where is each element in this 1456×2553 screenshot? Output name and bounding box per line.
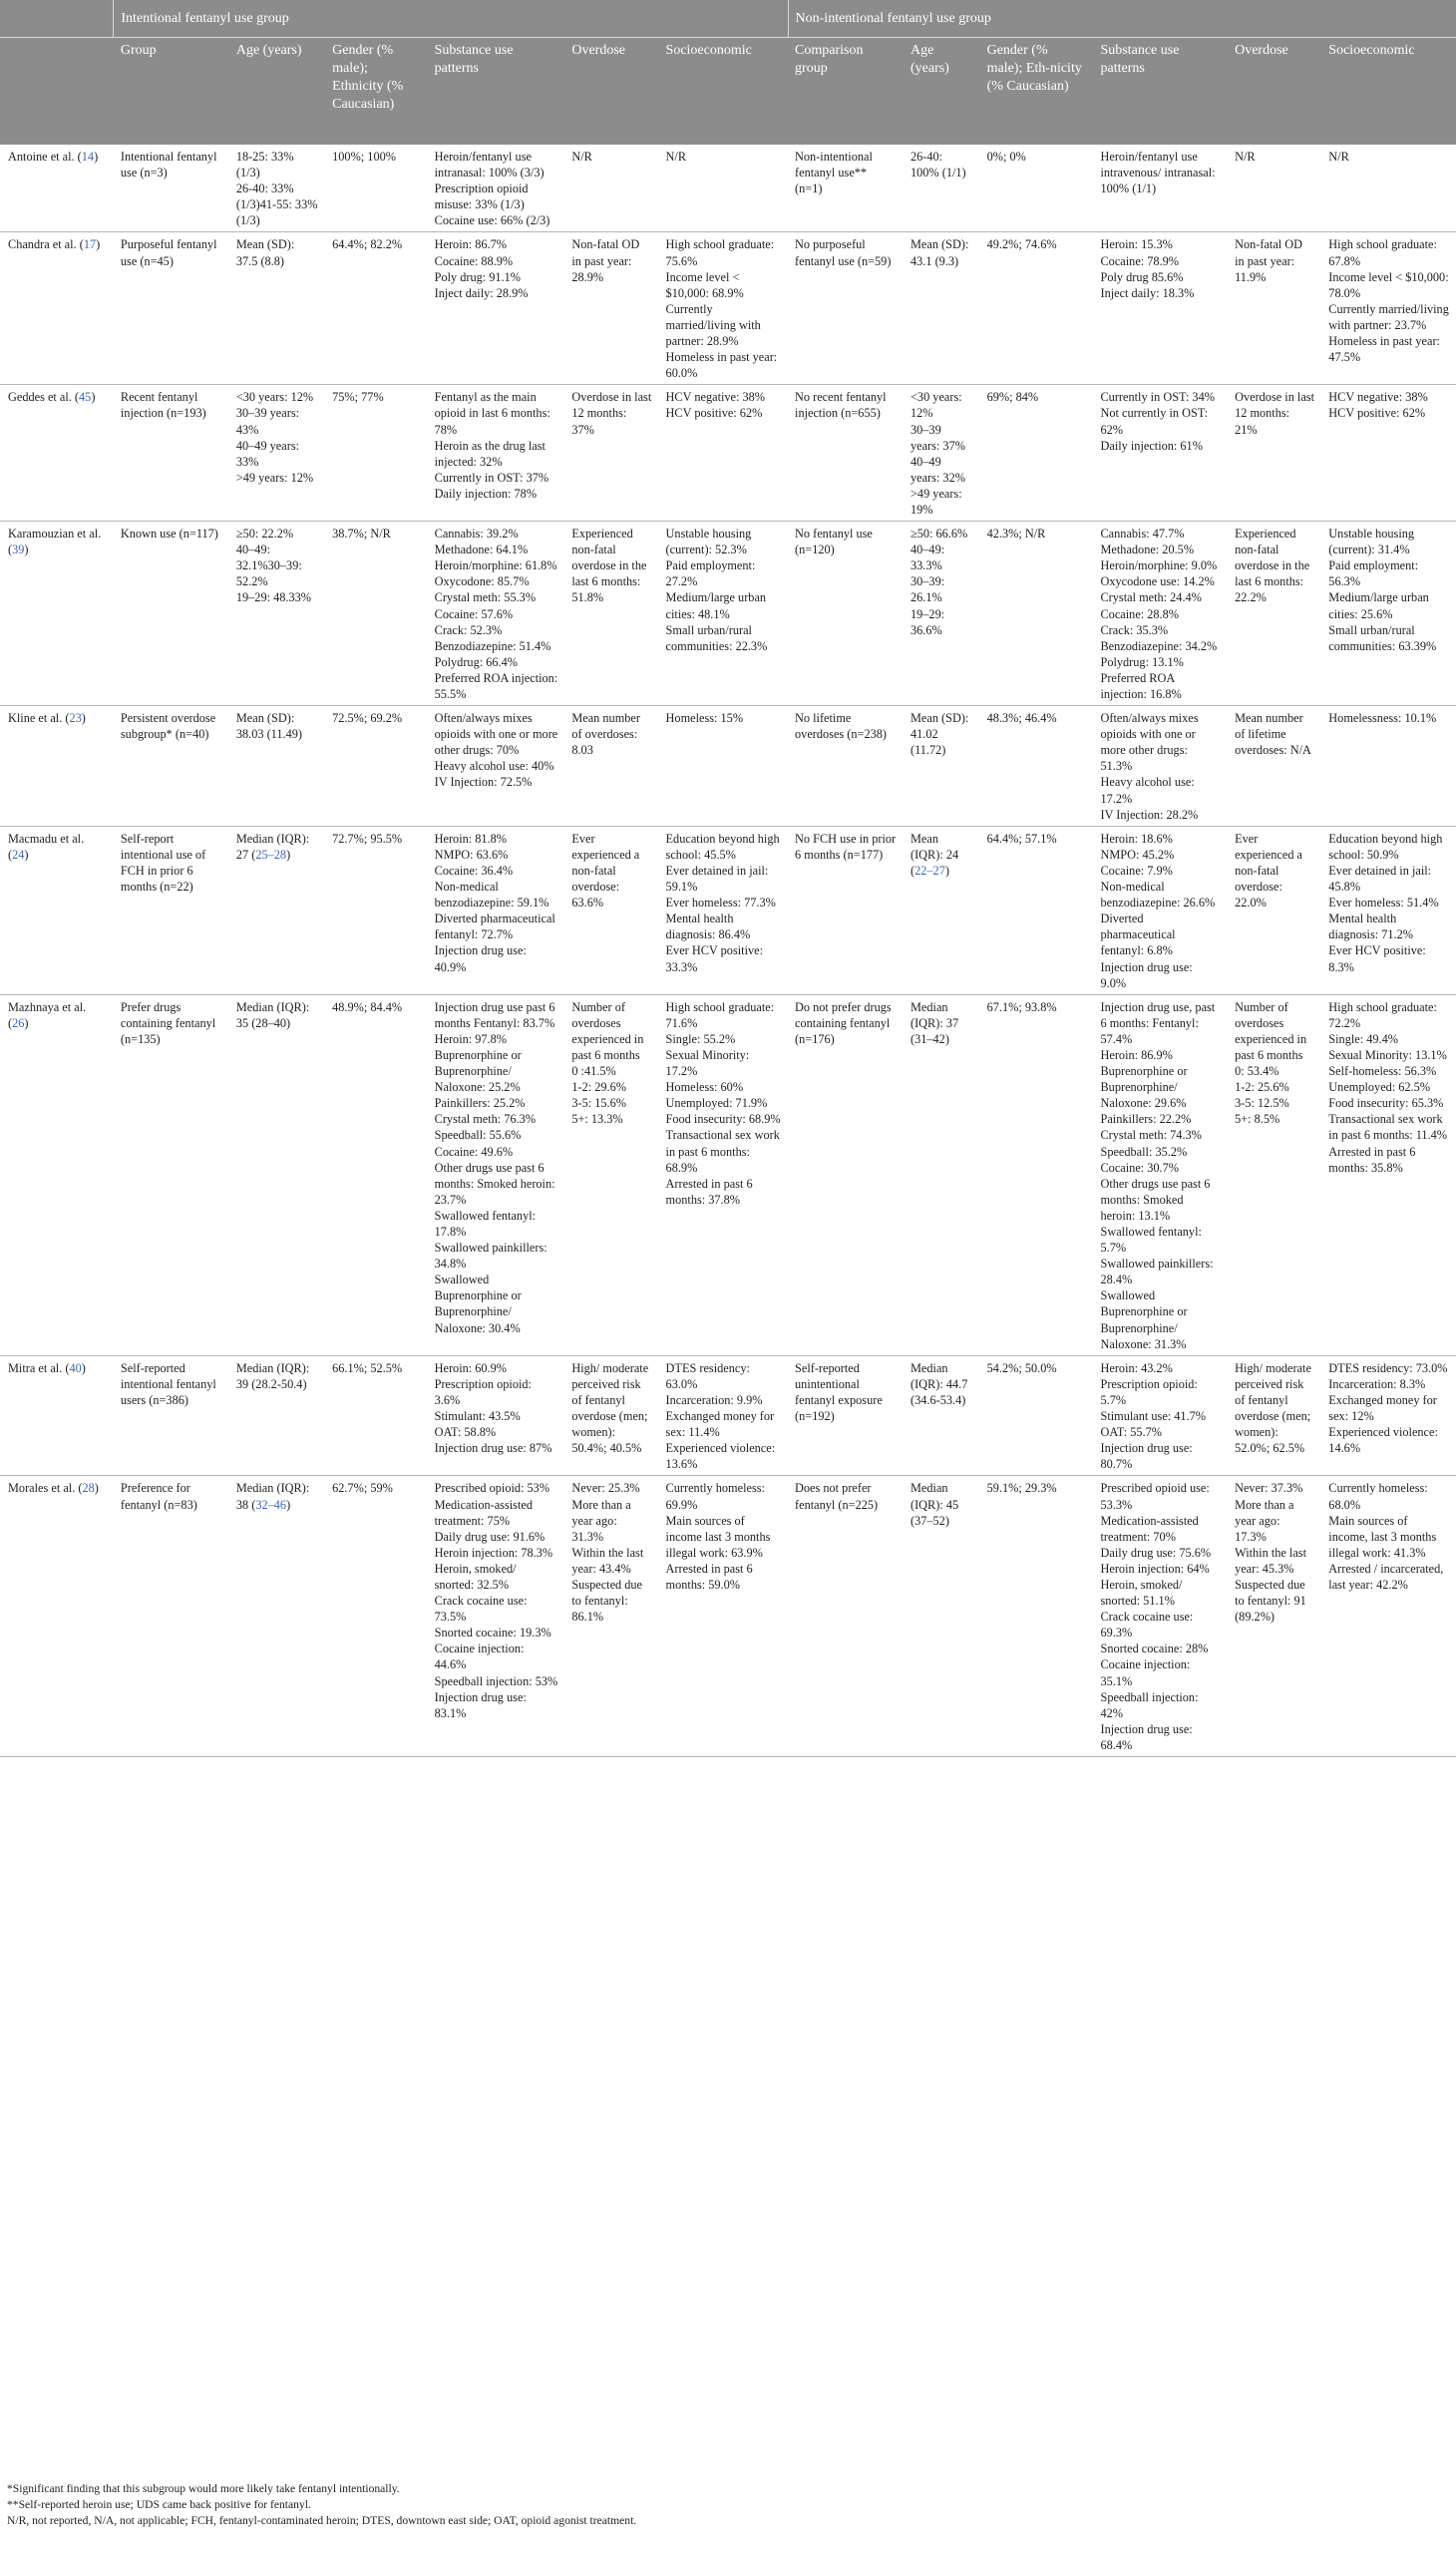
table-cell: <30 years: 12% 30–39 years: 43% 40–49 years: 33% >49 years: 12% <box>229 385 325 522</box>
table-cell: Cannabis: 47.7% Methadone: 20.5% Heroin/morphine: 9.0% Oxycodone use: 14.2% Crystal meth: 24.4% Cocaine: 28.8% Crack: 35.3% Benzodiazepine: 34.2% Polydrug: 13.1% Preferred ROA injection: 16.8% <box>1093 522 1228 706</box>
table-cell: 100%; 100% <box>325 145 428 232</box>
table-cell: Mean (SD): 43.1 (9.3) <box>904 232 980 385</box>
study-reference <box>0 706 114 827</box>
table-cell: Mean (IQR): 24 (22–27) <box>904 826 980 994</box>
table-cell: Median (IQR): 37 (31–42) <box>904 994 980 1355</box>
table-row <box>0 826 1456 994</box>
study-author: Macmadu et al. ( <box>8 831 85 862</box>
table-cell: Homeless: 15% <box>659 706 788 827</box>
reference-link[interactable]: 24 <box>12 847 25 862</box>
table-cell: Purposeful fentanyl use (n=45) <box>114 232 229 385</box>
table-cell: 26-40: 100% (1/1) <box>904 145 980 232</box>
table-footnotes <box>7 2481 636 2529</box>
table-cell: HCV negative: 38% HCV positive: 62% <box>1321 385 1456 522</box>
reference-link[interactable]: 23 <box>69 711 82 726</box>
reference-close: ) <box>94 150 99 164</box>
table-cell: 48.9%; 84.4% <box>325 994 428 1355</box>
blank-header-cell <box>0 0 114 38</box>
table-cell: Heroin: 43.2% Prescription opioid: 5.7% Stimulant use: 41.7% OAT: 55.7% Injection drug use: 80.7% <box>1093 1355 1228 1476</box>
table-cell: Median (IQR): 39 (28.2-50.4) <box>229 1355 325 1476</box>
reference-link[interactable]: 25–28 <box>255 847 287 862</box>
table-cell: 67.1%; 93.8% <box>980 994 1094 1355</box>
study-author: Geddes et al. ( <box>8 390 80 405</box>
table-cell: Currently homeless: 69.9% Main sources of income last 3 months illegal work: 63.9% Arrested in past 6 months: 59.0% <box>659 1476 788 1757</box>
table-cell: 0%; 0% <box>980 145 1094 232</box>
table-cell: No recent fentanyl injection (n=655) <box>788 385 904 522</box>
blank-header-cell <box>0 38 114 146</box>
study-author: Kline et al. ( <box>8 711 70 726</box>
table-cell: Number of overdoses experienced in past 6 months 0: 53.4% 1-2: 25.6% 3-5: 12.5% 5+: 8.5% <box>1228 994 1321 1355</box>
table-cell: DTES residency: 73.0% Incarceration: 8.3% Exchanged money for sex: 12% Experienced violence: 14.6% <box>1321 1355 1456 1476</box>
study-reference <box>0 826 114 994</box>
table-cell: ≥50: 22.2% 40–49: 32.1%30–39: 52.2% 19–29: 48.33% <box>229 522 325 706</box>
column-header: Substance use patterns <box>428 38 565 146</box>
reference-close: ) <box>94 1481 99 1496</box>
study-author: Chandra et al. ( <box>8 237 84 252</box>
table-cell: Injection drug use, past 6 months: Fentanyl: 57.4% Heroin: 86.9% Buprenorphine or Buprenorphine/ Naloxone: 29.6% Painkillers: 22.2% Crystal meth: 74.3% Speedball: 35.2% Cocaine: 30.7% Other drugs use past 6 months: Smoked heroin: 13.1% Swallowed fentanyl: 5.7% Swallowed painkillers: 28.4% Swallowed Buprenorphine or Buprenorphine/ Naloxone: 31.3% <box>1093 994 1228 1355</box>
column-header-row <box>0 38 1456 146</box>
reference-close: ) <box>24 847 29 862</box>
column-header: Substance use patterns <box>1093 38 1228 146</box>
table-cell: ≥50: 66.6% 40–49: 33.3% 30–39: 26.1% 19–29: 36.6% <box>904 522 980 706</box>
table-cell: Never: 25.3% More than a year ago: 31.3% Within the last year: 43.4% Suspected due to fentanyl: 86.1% <box>564 1476 658 1757</box>
column-header: Comparison group <box>788 38 904 146</box>
table-row <box>0 1355 1456 1476</box>
table-cell: Mean number of lifetime overdoses: N/A <box>1228 706 1321 827</box>
table-cell: 62.7%; 59% <box>325 1476 428 1757</box>
table-cell: Self-reported intentional fentanyl users (n=386) <box>114 1355 229 1476</box>
study-reference <box>0 385 114 522</box>
table-cell: Recent fentanyl injection (n=193) <box>114 385 229 522</box>
table-cell: High school graduate: 71.6% Single: 55.2% Sexual Minority: 17.2% Homeless: 60% Unemployed: 71.9% Food insecurity: 68.9% Transactional sex work in past 6 months: 68.9% Arrested in past 6 months: 37.8% <box>659 994 788 1355</box>
study-reference <box>0 1476 114 1757</box>
table-cell: Preference for fentanyl (n=83) <box>114 1476 229 1757</box>
study-author: Karamouzian et al. ( <box>8 527 102 557</box>
table-body <box>0 145 1456 1757</box>
table-cell: 49.2%; 74.6% <box>980 232 1094 385</box>
table-cell: Often/always mixes opioids with one or more other drugs: 51.3% Heavy alcohol use: 17.2% IV Injection: 28.2% <box>1093 706 1228 827</box>
table-cell: Heroin/fentanyl use intravenous/ intranasal: 100% (1/1) <box>1093 145 1228 232</box>
table-cell: Median (IQR): 35 (28–40) <box>229 994 325 1355</box>
column-header: Socioeconomic <box>1321 38 1456 146</box>
table-cell: 42.3%; N/R <box>980 522 1094 706</box>
reference-link[interactable]: 14 <box>81 150 95 164</box>
table-cell: Heroin: 81.8% NMPO: 63.6% Cocaine: 36.4% Non-medical benzodiazepine: 59.1% Diverted pharmaceutical fentanyl: 72.7% Injection drug use: 40.9% <box>428 826 565 994</box>
table-cell: Heroin: 60.9% Prescription opioid: 3.6% Stimulant: 43.5% OAT: 58.8% Injection drug use: 87% <box>428 1355 565 1476</box>
column-header: Socioeconomic <box>659 38 788 146</box>
study-author: Mitra et al. ( <box>8 1360 70 1375</box>
table-cell: Currently homeless: 68.0% Main sources of income, last 3 months illegal work: 41.3% Arrested / incarcerated, last year: 42.2% <box>1321 1476 1456 1757</box>
group-header-row <box>0 0 1456 38</box>
table-cell: Heroin: 15.3% Cocaine: 78.9% Poly drug 85.6% Inject daily: 18.3% <box>1093 232 1228 385</box>
table-cell: High school graduate: 67.8% Income level < $10,000: 78.0% Currently married/living with partner: 23.7% Homeless in past year: 47.5% <box>1321 232 1456 385</box>
table-cell: Heroin: 18.6% NMPO: 45.2% Cocaine: 7.9% Non-medical benzodiazepine: 26.6% Diverted pharmaceutical fentanyl: 6.8% Injection drug use: 9.0% <box>1093 826 1228 994</box>
table-cell: Fentanyl as the main opioid in last 6 months: 78% Heroin as the drug last injected: 32% Currently in OST: 37% Daily injection: 78% <box>428 385 565 522</box>
column-header: Age (years) <box>229 38 325 146</box>
table-cell: Homelessness: 10.1% <box>1321 706 1456 827</box>
table-cell: Mean number of overdoses: 8.03 <box>564 706 658 827</box>
study-reference <box>0 232 114 385</box>
table-cell: Persistent overdose subgroup* (n=40) <box>114 706 229 827</box>
table-cell: Heroin: 86.7% Cocaine: 88.9% Poly drug: 91.1% Inject daily: 28.9% <box>428 232 565 385</box>
table-row <box>0 232 1456 385</box>
table-cell: Overdose in last 12 months: 21% <box>1228 385 1321 522</box>
footnote: **Self-reported heroin use; UDS came back positive for fentanyl. <box>7 2498 311 2511</box>
reference-link[interactable]: 17 <box>83 237 97 252</box>
table-cell: Intentional fentanyl use (n=3) <box>114 145 229 232</box>
table-row <box>0 145 1456 232</box>
table-cell: Self-report intentional use of FCH in prior 6 months (n=22) <box>114 826 229 994</box>
table-cell: Self-reported unintentional fentanyl exposure (n=192) <box>788 1355 904 1476</box>
reference-link[interactable]: 40 <box>69 1360 82 1375</box>
study-reference <box>0 994 114 1355</box>
table-cell: Unstable housing (current): 52.3% Paid employment: 27.2% Medium/large urban cities: 48.1% Small urban/rural communities: 22.3% <box>659 522 788 706</box>
column-header: Overdose <box>1228 38 1321 146</box>
table-cell: Heroin/fentanyl use intranasal: 100% (3/3) Prescription opioid misuse: 33% (1/3) Cocaine use: 66% (2/3) <box>428 145 565 232</box>
non-intentional-group-header: Non-intentional fentanyl use group <box>788 0 1456 38</box>
table-cell: Prescribed opioid: 53% Medication-assisted treatment: 75% Daily drug use: 91.6% Heroin injection: 78.3% Heroin, smoked/ snorted: 32.5% Crack cocaine use: 73.5% Snorted cocaine: 19.3% Cocaine injection: 44.6% Speedball injection: 53% Injection drug use: 83.1% <box>428 1476 565 1757</box>
column-header: Group <box>114 38 229 146</box>
table-cell: No FCH use in prior 6 months (n=177) <box>788 826 904 994</box>
table-cell: Median (IQR): 45 (37–52) <box>904 1476 980 1757</box>
table-cell: Prescribed opioid use: 53.3% Medication-assisted treatment: 70% Daily drug use: 75.6% Heroin injection: 64% Heroin, smoked/ snorted: 51.1% Crack cocaine use: 69.3% Snorted cocaine: 28% Cocaine injection: 35.1% Speedball injection: 42% Injection drug use: 68.4% <box>1093 1476 1228 1757</box>
table-row <box>0 1476 1456 1757</box>
table-cell: 72.7%; 95.5% <box>325 826 428 994</box>
table-cell: No fentanyl use (n=120) <box>788 522 904 706</box>
column-header: Gender (% male); Eth-nicity (% Caucasian) <box>980 38 1094 146</box>
table-cell: Experienced non-fatal overdose in the last 6 months: 22.2% <box>1228 522 1321 706</box>
table-cell: Known use (n=117) <box>114 522 229 706</box>
table-cell: 64.4%; 82.2% <box>325 232 428 385</box>
study-reference <box>0 522 114 706</box>
table-cell: N/R <box>564 145 658 232</box>
table-cell: Education beyond high school: 45.5% Ever detained in jail: 59.1% Ever homeless: 77.3% Mental health diagnosis: 86.4% Ever HCV positive: 33.3% <box>659 826 788 994</box>
table-cell: Cannabis: 39.2% Methadone: 64.1% Heroin/morphine: 61.8% Oxycodone: 85.7% Crystal meth: 55.3% Cocaine: 57.6% Crack: 52.3% Benzodiazepine: 51.4% Polydrug: 66.4% Preferred ROA injection: 55.5% <box>428 522 565 706</box>
table-cell: High school graduate: 75.6% Income level < $10,000: 68.9% Currently married/living with partner: 28.9% Homeless in past year: 60.0% <box>659 232 788 385</box>
reference-link[interactable]: 28 <box>82 1481 95 1496</box>
table-cell: Median (IQR): 44.7 (34.6-53.4) <box>904 1355 980 1476</box>
table-cell: Median (IQR): 27 (25–28) <box>229 826 325 994</box>
table-cell: Prefer drugs containing fentanyl (n=135) <box>114 994 229 1355</box>
table-row <box>0 706 1456 827</box>
table-cell: Unstable housing (current): 31.4% Paid employment: 56.3% Medium/large urban cities: 25.6% Small urban/rural communities: 63.39% <box>1321 522 1456 706</box>
reference-link[interactable]: 26 <box>12 1015 25 1030</box>
table-cell: Injection drug use past 6 months Fentanyl: 83.7% Heroin: 97.8% Buprenorphine or Buprenorphine/ Naloxone: 25.2% Painkillers: 25.2% Crystal meth: 76.3% Speedball: 55.6% Cocaine: 49.6% Other drugs use past 6 months: Smoked heroin: 23.7% Swallowed fentanyl: 17.8% Swallowed painkillers: 34.8% Swallowed Buprenorphine or Buprenorphine/ Naloxone: 30.4% <box>428 994 565 1355</box>
reference-link[interactable]: 45 <box>79 390 92 405</box>
table-cell: N/R <box>1321 145 1456 232</box>
table-cell: Mean (SD): 41.02 (11.72) <box>904 706 980 827</box>
study-author: Mazhnaya et al. ( <box>8 999 87 1030</box>
table-cell: 38.7%; N/R <box>325 522 428 706</box>
table-cell: High/ moderate perceived risk of fentanyl overdose (men; women): 52.0%; 62.5% <box>1228 1355 1321 1476</box>
table-cell: N/R <box>659 145 788 232</box>
table-cell: 72.5%; 69.2% <box>325 706 428 827</box>
table-cell: 54.2%; 50.0% <box>980 1355 1094 1476</box>
table-cell: Mean (SD): 38.03 (11.49) <box>229 706 325 827</box>
table-row <box>0 994 1456 1355</box>
study-reference <box>0 145 114 232</box>
table-cell: 64.4%; 57.1% <box>980 826 1094 994</box>
table-cell: Non-fatal OD in past year: 28.9% <box>564 232 658 385</box>
study-author: Antoine et al. ( <box>8 150 82 164</box>
table-row <box>0 385 1456 522</box>
table-cell: Never: 37.3% More than a year ago: 17.3% Within the last year: 45.3% Suspected due to fentanyl: 91 (89.2%) <box>1228 1476 1321 1757</box>
table-cell: No purposeful fentanyl use (n=59) <box>788 232 904 385</box>
footnote: N/R, not reported, N/A, not applicable; FCH, fentanyl-contaminated heroin; DTES, downtown east side; OAT, opioid agonist treatment. <box>7 2514 637 2527</box>
reference-link[interactable]: 32–46 <box>255 1497 287 1512</box>
table-cell: Do not prefer drugs containing fentanyl (n=176) <box>788 994 904 1355</box>
table-cell: Mean (SD): 37.5 (8.8) <box>229 232 325 385</box>
column-header: Age (years) <box>904 38 980 146</box>
table-cell: No lifetime overdoses (n=238) <box>788 706 904 827</box>
table-cell: 69%; 84% <box>980 385 1094 522</box>
table-cell: HCV negative: 38% HCV positive: 62% <box>659 385 788 522</box>
reference-link[interactable]: 39 <box>12 543 25 557</box>
table-cell: <30 years: 12% 30–39 years: 37% 40–49 years: 32% >49 years: 19% <box>904 385 980 522</box>
table-cell: High school graduate: 72.2% Single: 49.4% Sexual Minority: 13.1% Self-homeless: 56.3% Unemployed: 62.5% Food insecurity: 65.3% Transactional sex work in past 6 months: 11.4% Arrested in past 6 months: 35.8% <box>1321 994 1456 1355</box>
column-header: Gender (% male); Ethnicity (% Caucasian) <box>325 38 428 146</box>
footnote: *Significant finding that this subgroup would more likely take fentanyl intentionally. <box>7 2482 400 2495</box>
reference-close: ) <box>81 711 86 726</box>
table-cell: 18-25: 33% (1/3) 26-40: 33% (1/3)41-55: 33% (1/3) <box>229 145 325 232</box>
table-cell: Number of overdoses experienced in past 6 months 0 :41.5% 1-2: 29.6% 3-5: 15.6% 5+: 13.3% <box>564 994 658 1355</box>
table-cell: Overdose in last 12 months: 37% <box>564 385 658 522</box>
reference-close: ) <box>24 543 29 557</box>
table-cell: 48.3%; 46.4% <box>980 706 1094 827</box>
intentional-group-header: Intentional fentanyl use group <box>114 0 788 38</box>
table-cell: 75%; 77% <box>325 385 428 522</box>
reference-close: ) <box>24 1015 29 1030</box>
table-cell: Median (IQR): 38 (32–46) <box>229 1476 325 1757</box>
table-cell: Experienced non-fatal overdose in the last 6 months: 51.8% <box>564 522 658 706</box>
table-cell: DTES residency: 63.0% Incarceration: 9.9% Exchanged money for sex: 11.4% Experienced violence: 13.6% <box>659 1355 788 1476</box>
study-reference <box>0 1355 114 1476</box>
table-cell: 59.1%; 29.3% <box>980 1476 1094 1757</box>
table-cell: Does not prefer fentanyl (n=225) <box>788 1476 904 1757</box>
table-cell: Often/always mixes opioids with one or more other drugs: 70% Heavy alcohol use: 40% IV Injection: 72.5% <box>428 706 565 827</box>
table-cell: Ever experienced a non-fatal overdose: 63.6% <box>564 826 658 994</box>
reference-close: ) <box>96 237 101 252</box>
table-cell: Ever experienced a non-fatal overdose: 22.0% <box>1228 826 1321 994</box>
reference-link[interactable]: 22–27 <box>914 863 945 878</box>
table-cell: 66.1%; 52.5% <box>325 1355 428 1476</box>
table-cell: Non-intentional fentanyl use** (n=1) <box>788 145 904 232</box>
reference-close: ) <box>91 390 96 405</box>
column-header: Overdose <box>564 38 658 146</box>
table-cell: Currently in OST: 34% Not currently in OST: 62% Daily injection: 61% <box>1093 385 1228 522</box>
table-cell: N/R <box>1228 145 1321 232</box>
study-author: Morales et al. ( <box>8 1481 83 1496</box>
table-cell: Non-fatal OD in past year: 11.9% <box>1228 232 1321 385</box>
table-cell: High/ moderate perceived risk of fentanyl overdose (men; women): 50.4%; 40.5% <box>564 1355 658 1476</box>
table-row <box>0 522 1456 706</box>
table-cell: Education beyond high school: 50.9% Ever detained in jail: 45.8% Ever homeless: 51.4% Mental health diagnosis: 71.2% Ever HCV positive: 8.3% <box>1321 826 1456 994</box>
reference-close: ) <box>81 1360 86 1375</box>
